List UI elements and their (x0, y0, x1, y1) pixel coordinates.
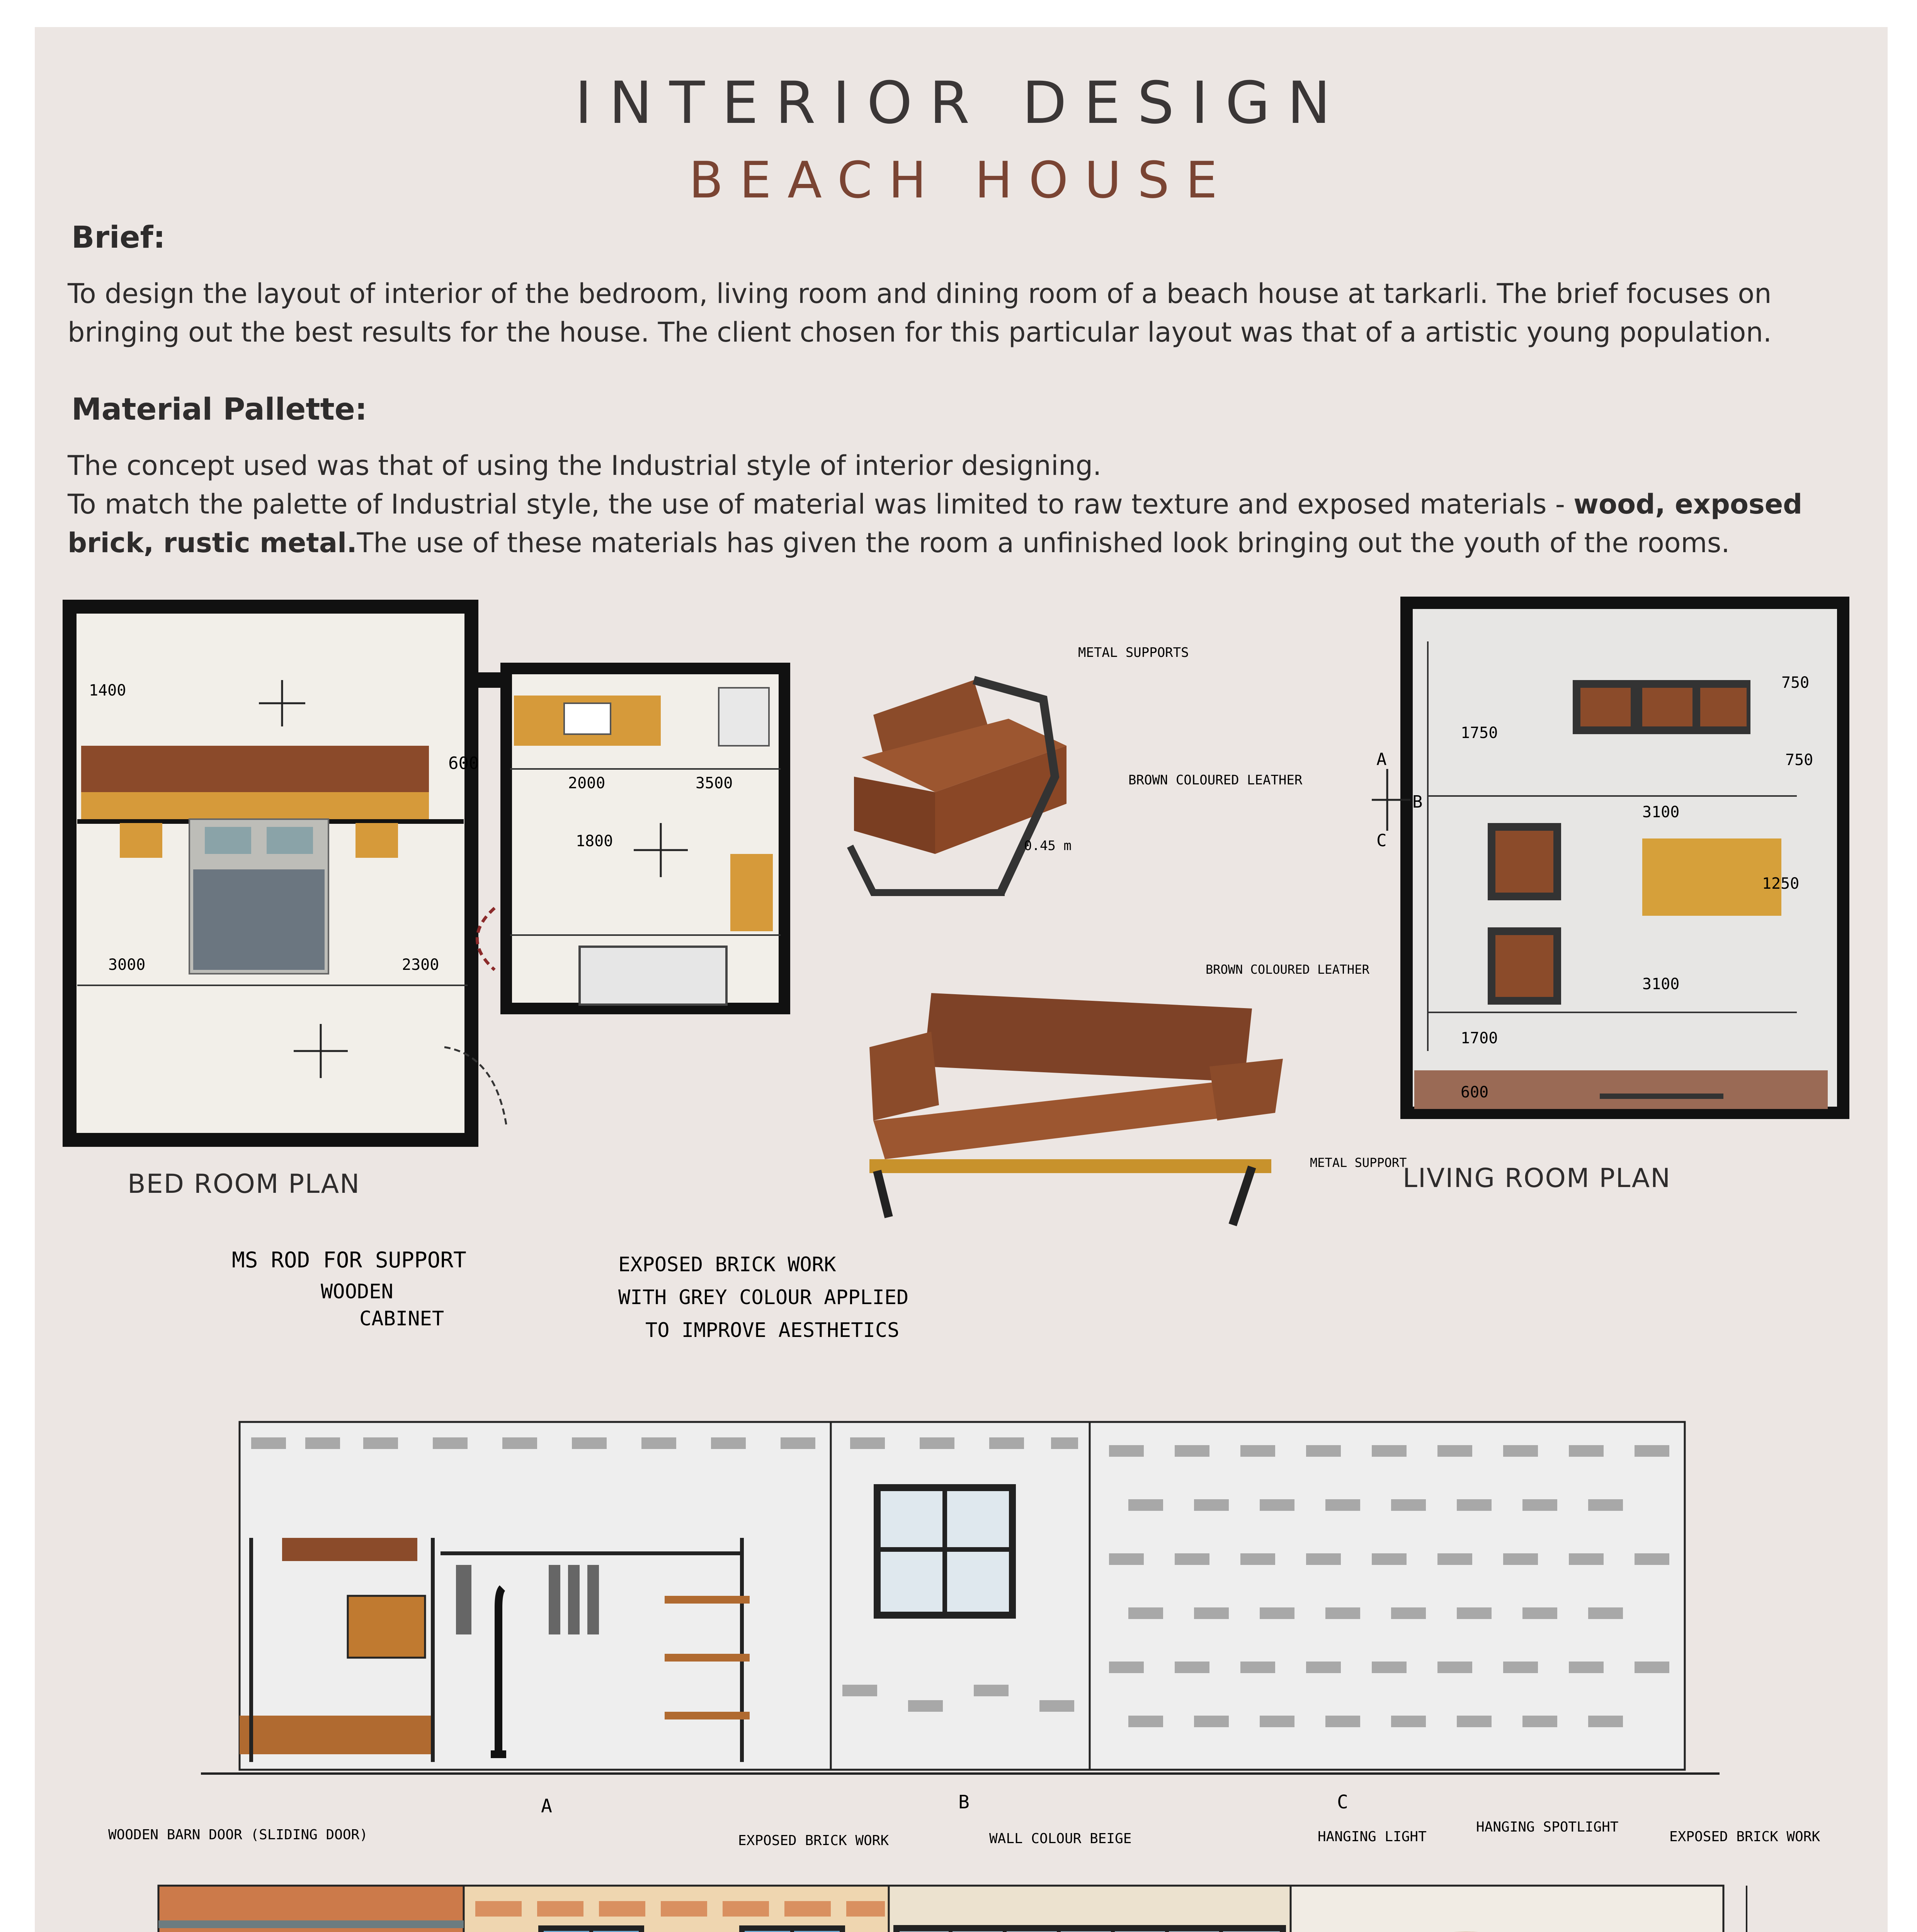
note-brick-1: EXPOSED BRICK WORK (618, 1253, 836, 1276)
page-title: INTERIOR DESIGN (575, 70, 1348, 137)
armchair-sketch (808, 614, 1310, 908)
chair-note-leather: BROWN COLOURED LEATHER (1128, 772, 1303, 788)
material-line-2-bold: wood, exposed (1573, 488, 1803, 520)
bed-dim-600: 600 (448, 753, 479, 773)
living-dim-1250: 1250 (1762, 875, 1800, 893)
material-text (68, 446, 1826, 562)
chair-note-metal: METAL SUPPORTS (1078, 645, 1189, 660)
chair-dimension: 0.45 m (1024, 838, 1072, 854)
material-heading: Material Pallette: (71, 392, 367, 427)
bed-dim-1400: 1400 (89, 682, 126, 699)
bedroom-elevation-drawing (100, 1812, 1859, 1932)
living-dim-3100: 3100 (1642, 975, 1680, 993)
bed-dim-3000: 3000 (108, 956, 146, 974)
brief-text (68, 274, 1826, 352)
sketch-mark-a: A (541, 1795, 552, 1817)
note-barn-door: WOODEN BARN DOOR (SLIDING DOOR) (108, 1827, 368, 1843)
material-line-3-bold: brick, rustic metal. (68, 527, 357, 559)
material-line-3 (68, 524, 1826, 562)
living-mark-c: C (1376, 831, 1387, 850)
page-subtitle: BEACH HOUSE (689, 151, 1234, 209)
living-room-plan-caption: LIVING ROOM PLAN (1403, 1163, 1671, 1194)
note-ms-rod: MS ROD FOR SUPPORT (232, 1248, 466, 1273)
bed-dim-3500: 3500 (696, 774, 733, 792)
living-dim-750: 750 (1785, 751, 1813, 769)
bed-dim-1800: 1800 (576, 832, 613, 850)
sketch-mark-b: B (958, 1791, 970, 1813)
grey-brick-elevation (162, 1236, 1747, 1816)
material-line-3-text: The use of these materials has given the room a unfinished look bringing out the youth of the rooms. (357, 527, 1730, 559)
note-brick-3: TO IMPROVE AESTHETICS (645, 1319, 900, 1342)
living-dim-1700: 1700 (1461, 1029, 1498, 1047)
material-line-1: The concept used was that of using the Industrial style of interior designing. (68, 450, 1102, 481)
brief-line-2: bringing out the best results for the house. The client chosen for this particular layout was that of a artistic young population. (68, 316, 1772, 348)
sofa-note-metal: METAL SUPPORT (1310, 1155, 1407, 1170)
note-hanging-spotlight: HANGING SPOTLIGHT (1476, 1819, 1619, 1835)
brief-heading: Brief: (71, 220, 165, 255)
sofa-note-leather: BROWN COLOURED LEATHER (1206, 962, 1369, 977)
bed-dim-2300: 2300 (402, 956, 439, 974)
bed-room-plan-caption: BED ROOM PLAN (128, 1169, 361, 1199)
bed-room-plan-drawing (62, 599, 815, 1202)
note-brick-2: WITH GREY COLOUR APPLIED (618, 1286, 909, 1309)
bed-dim-2000: 2000 (568, 774, 606, 792)
material-line-2-text: To match the palette of Industrial style, the use of material was limited to raw texture and exposed materials - (68, 488, 1574, 520)
living-dim-750-top: 750 (1781, 674, 1810, 692)
living-dim-3100-top: 3100 (1642, 803, 1680, 821)
living-dim-600: 600 (1461, 1083, 1489, 1101)
sheet (35, 27, 1888, 1932)
living-mark-a: A (1376, 750, 1387, 769)
material-line-2 (68, 485, 1826, 524)
note-hanging-light: HANGING LIGHT (1318, 1829, 1427, 1845)
note-exposed-brick: EXPOSED BRICK WORK (738, 1833, 889, 1849)
living-room-plan-drawing (1372, 595, 1866, 1167)
living-mark-b: B (1412, 792, 1423, 812)
sofa-sketch (846, 943, 1407, 1229)
note-wooden: WOODEN (321, 1280, 393, 1303)
note-wall-beige: WALL COLOUR BEIGE (989, 1831, 1132, 1847)
living-dim-1750: 1750 (1461, 724, 1498, 742)
note-exposed-brick-2: EXPOSED BRICK WORK (1669, 1829, 1820, 1845)
sketch-mark-c: C (1337, 1791, 1348, 1813)
note-cabinet: CABINET (359, 1307, 444, 1330)
brief-line-1: To design the layout of interior of the bedroom, living room and dining room of a beach house at tarkarli. The brief focuses on (68, 278, 1772, 310)
